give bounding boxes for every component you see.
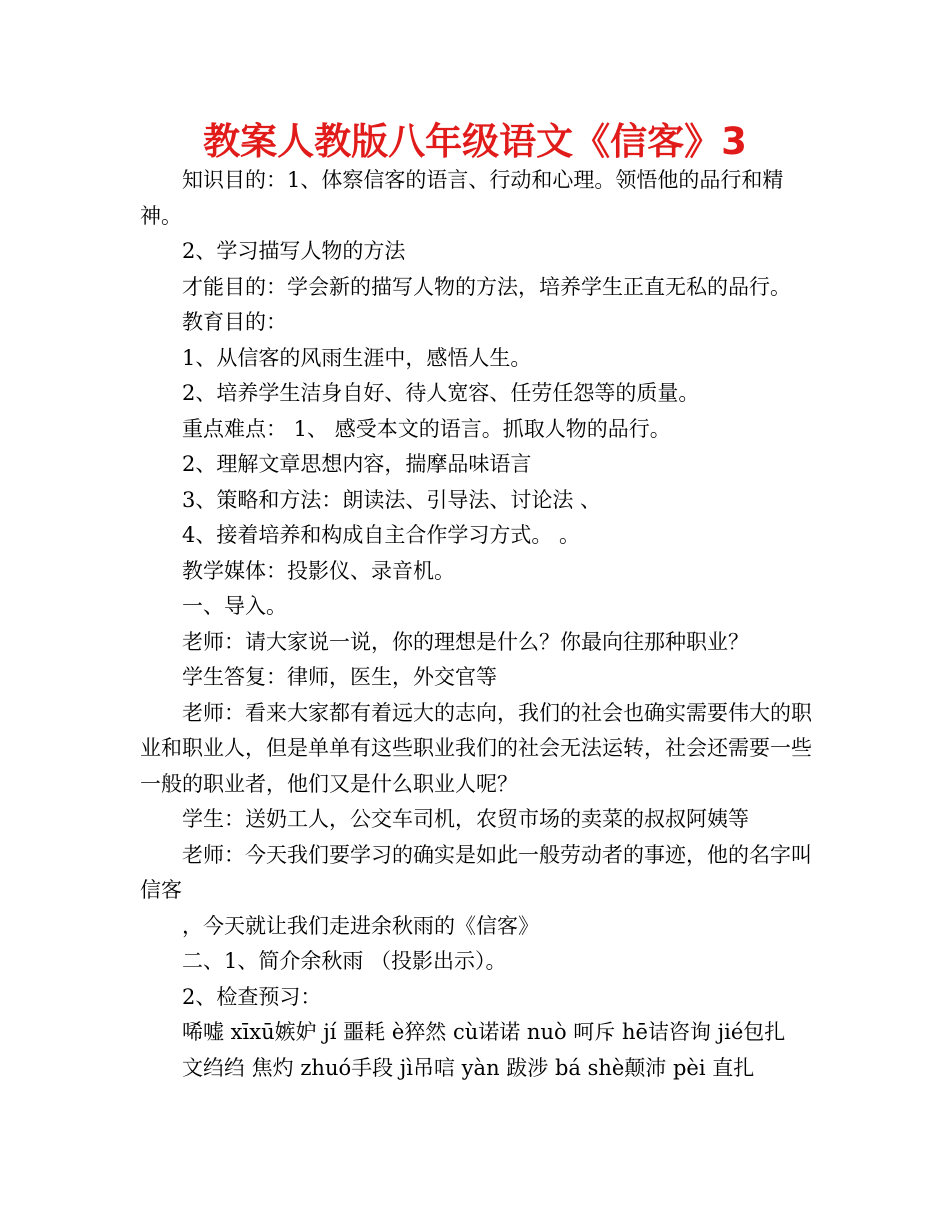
paragraph-student-answer: 学生：送奶工人，公交车司机，农贸市场的卖菜的叔叔阿姨等 [182,807,749,831]
paragraph-teaching-media: 教学媒体：投影仪、录音机。 [182,558,455,583]
paragraph-education-goal: 教育目的： [182,310,287,334]
paragraph: 2、学习描写人物的方法 [182,239,406,263]
paragraph-vocabulary: 文绉绉 焦灼 zhuó手段 jì吊唁 yàn 跋涉 bá shè颠沛 pèi 直扎 [182,1055,755,1080]
paragraph-teacher-question: 老师：请大家说一说，你的理想是什么？你最向往那种职业？ [182,629,749,654]
paragraph: 2、理解文章思想内容，揣摩品味语言 [182,452,532,476]
paragraph-student-answer: 学生答复：律师，医生，外交官等 [182,665,497,689]
paragraph-key-points: 重点难点： 1、 感受本文的语言。抓取人物的品行。 [182,416,671,441]
paragraph-vocabulary: 唏嘘 xīxū嫉妒 jí 噩耗 è猝然 cù诺诺 nuò 呵斥 hē诘咨询 jié包扎 [182,1020,786,1044]
paragraph-preview-check: 2、检查预习： [182,984,322,1009]
paragraph-teacher-remark: 老师：今天我们要学习的确实是如此一般劳动者的事迹，他的名字叫信客 [140,842,812,902]
paragraph-teacher-remark: 老师：看来大家都有着远大的志向，我们的社会也确实需要伟大的职业和职业人，但是单单有这些职业我们的社会无法运转，社会还需要一些一般的职业者，他们又是什么职业人呢？ [140,700,812,796]
paragraph: ，今天就让我们走进余秋雨的《信客》 [182,913,539,938]
paragraph: 4、接着培养和构成自主合作学习方式。 。 [182,523,581,547]
document-title: 教案人教版八年级语文《信客》3 [203,120,747,163]
paragraph-knowledge-goal: 知识目的：1、体察信客的语言、行动和心理。领悟他的品行和精神。 [140,168,784,228]
document-body [140,163,812,1086]
paragraph-ability-goal: 才能目的：学会新的描写人物的方法，培养学生正直无私的品行。 [182,274,791,299]
section-heading-introduction: 一、导入。 [182,594,287,618]
paragraph: 3、策略和方法：朗读法、引导法、讨论法 、 [182,487,602,512]
paragraph: 2、培养学生洁身自好、待人宽容、任劳任怨等的质量。 [182,381,700,405]
paragraph: 1、从信客的风雨生涯中，感悟人生。 [182,345,532,370]
section-heading-author: 二、1、简介余秋雨 （投影出示）。 [182,949,507,973]
